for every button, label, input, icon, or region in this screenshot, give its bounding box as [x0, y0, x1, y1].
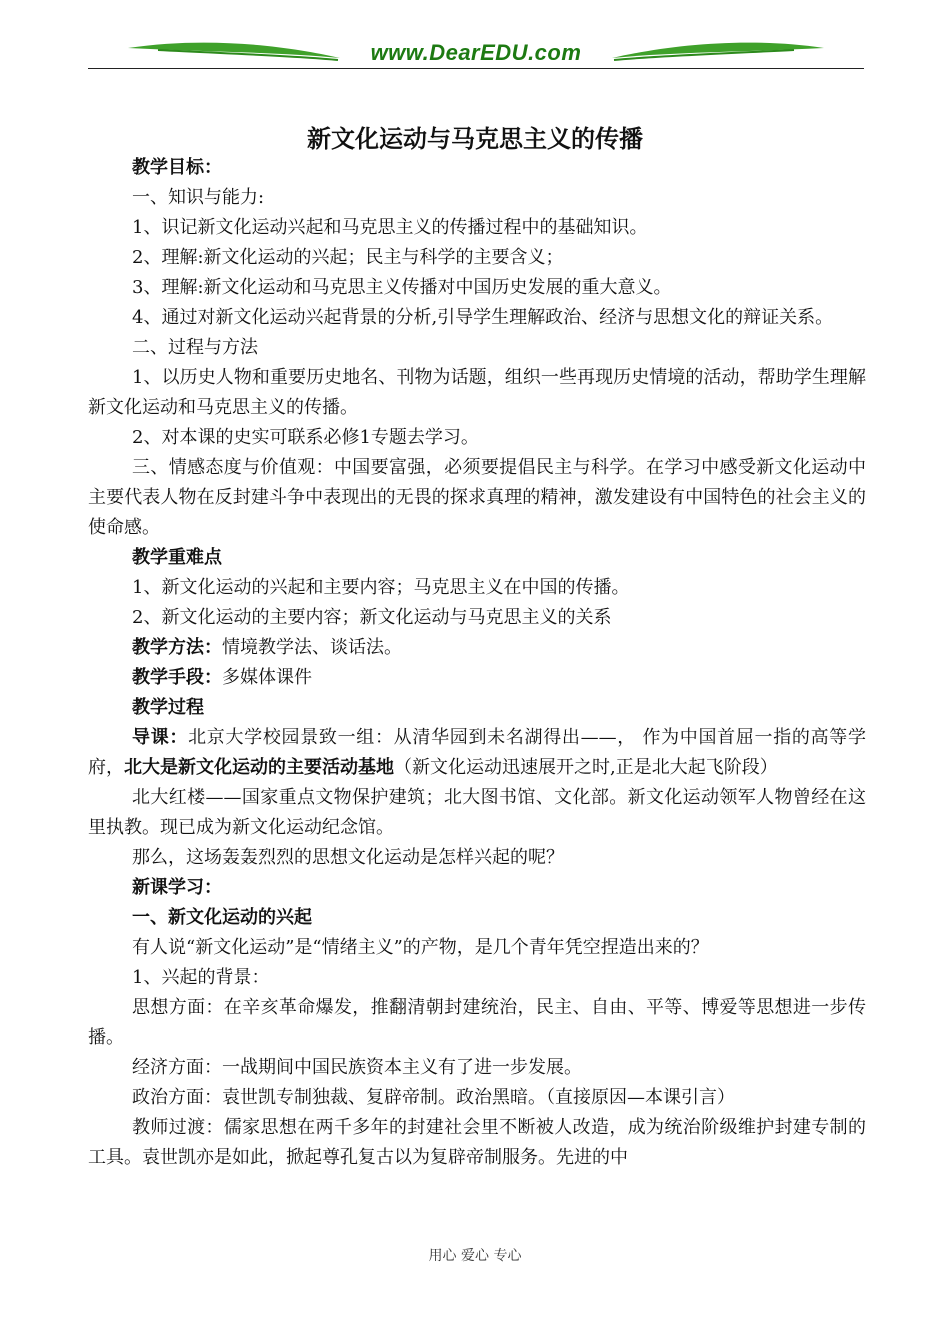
- paragraph: [88, 153, 866, 183]
- paragraph-text-tail: （新文化运动迅速展开之时,正是北大起飞阶段）: [394, 757, 778, 778]
- paragraph: [88, 873, 866, 903]
- paragraph-text: 1、兴起的背景：: [132, 967, 270, 988]
- header-rule: [88, 68, 864, 69]
- paragraph: [88, 363, 866, 423]
- paragraph: [88, 423, 866, 453]
- site-header: [88, 36, 864, 70]
- paragraph-text: 3、理解:新文化运动和马克思主义传播对中国历史发展的重大意义。: [132, 277, 672, 298]
- paragraph-text: 1、识记新文化运动兴起和马克思主义的传播过程中的基础知识。: [132, 217, 648, 238]
- paragraph: [88, 1053, 866, 1083]
- paragraph-text: 北大红楼——国家重点文物保护建筑；北大图书馆、文化部。新文化运动领军人物曾经在这里执教。现已成为新文化运动纪念馆。: [88, 787, 866, 838]
- paragraph: [88, 1083, 866, 1113]
- paragraph: [88, 543, 866, 573]
- paragraph: [88, 993, 866, 1053]
- paragraph-text: 1、以历史人物和重要历史地名、刊物为话题，组织一些再现历史情境的活动，帮助学生理解新文化运动和马克思主义的传播。: [88, 367, 866, 418]
- paragraph-label: 教学过程: [132, 697, 204, 718]
- paragraph: [88, 603, 866, 633]
- paragraph-text: 一、知识与能力:: [132, 187, 265, 208]
- paragraph: [88, 333, 866, 363]
- paragraph: [88, 633, 866, 663]
- paragraph-text: 多媒体课件: [222, 667, 312, 688]
- paragraph: [88, 213, 866, 243]
- paragraph-label: 教学手段：: [132, 667, 222, 688]
- paragraph: [88, 693, 866, 723]
- document-body: [88, 153, 866, 1173]
- paragraph-text: 北京大学校园景致一组：从清华园到未名湖得出——， 作为中国首屈一指的高等学府，: [88, 727, 867, 778]
- paragraph-label: 新课学习：: [132, 877, 222, 898]
- document-title: 新文化运动与马克思主义的传播: [307, 124, 643, 153]
- paragraph-text: 2、新文化运动的主要内容；新文化运动与马克思主义的关系: [132, 607, 612, 628]
- paragraph-label: 教学目标：: [132, 157, 222, 178]
- paragraph: [88, 963, 866, 993]
- page-footer: 用心 爱心 专心: [428, 1248, 522, 1264]
- paragraph: [88, 273, 866, 303]
- paragraph-label: 教学方法：: [132, 637, 222, 658]
- paragraph: [88, 453, 866, 543]
- paragraph-text: 教师过渡：儒家思想在两千多年的封建社会里不断被人改造，成为统治阶级维护封建专制的工具。袁世凯亦是如此，掀起尊孔复古以为复辟帝制服务。先进的中: [88, 1117, 866, 1168]
- paragraph-label: 教学重难点: [132, 547, 222, 568]
- paragraph: [88, 573, 866, 603]
- paragraph: [88, 903, 866, 933]
- paragraph-text: 二、过程与方法: [132, 337, 258, 358]
- paragraph-emphasis: 北大是新文化运动的主要活动基地: [124, 757, 394, 778]
- paragraph-text: 思想方面：在辛亥革命爆发，推翻清朝封建统治，民主、自由、平等、博爱等思想进一步传播。: [88, 997, 866, 1048]
- paragraph-text: 三、情感态度与价值观：中国要富强，必须要提倡民主与科学。在学习中感受新文化运动中主要代表人物在反封建斗争中表现出的无畏的探求真理的精神，激发建设有中国特色的社会主义的使命感。: [88, 457, 866, 538]
- paragraph: [88, 843, 866, 873]
- paragraph: [88, 303, 866, 333]
- paragraph-label: 一、新文化运动的兴起: [132, 907, 312, 928]
- paragraph-text: 有人说“新文化运动”是“情绪主义”的产物，是几个青年凭空捏造出来的？: [132, 937, 709, 958]
- paragraph: [88, 723, 866, 783]
- paragraph-text: 那么，这场轰轰烈烈的思想文化运动是怎样兴起的呢？: [132, 847, 564, 868]
- paragraph-text: 1、新文化运动的兴起和主要内容；马克思主义在中国的传播。: [132, 577, 630, 598]
- paragraph-text: 4、通过对新文化运动兴起背景的分析,引导学生理解政治、经济与思想文化的辩证关系。: [132, 307, 834, 328]
- paragraph-label: 导课：: [132, 727, 189, 748]
- paragraph-text: 2、理解:新文化运动的兴起；民主与科学的主要含义；: [132, 247, 564, 268]
- paragraph-text: 经济方面：一战期间中国民族资本主义有了进一步发展。: [132, 1057, 582, 1078]
- paragraph-text: 情境教学法、谈话法。: [222, 637, 402, 658]
- paragraph: [88, 783, 866, 843]
- paragraph: [88, 243, 866, 273]
- paragraph: [88, 933, 866, 963]
- paragraph: [88, 183, 866, 213]
- paragraph-text: 2、对本课的史实可联系必修1专题去学习。: [132, 427, 479, 448]
- site-logo-text: www.DearEDU.com: [370, 40, 582, 65]
- paragraph: [88, 1113, 866, 1173]
- paragraph: [88, 663, 866, 693]
- paragraph-text: 政治方面：袁世凯专制独裁、复辟帝制。政治黑暗。（直接原因—本课引言）: [132, 1087, 735, 1108]
